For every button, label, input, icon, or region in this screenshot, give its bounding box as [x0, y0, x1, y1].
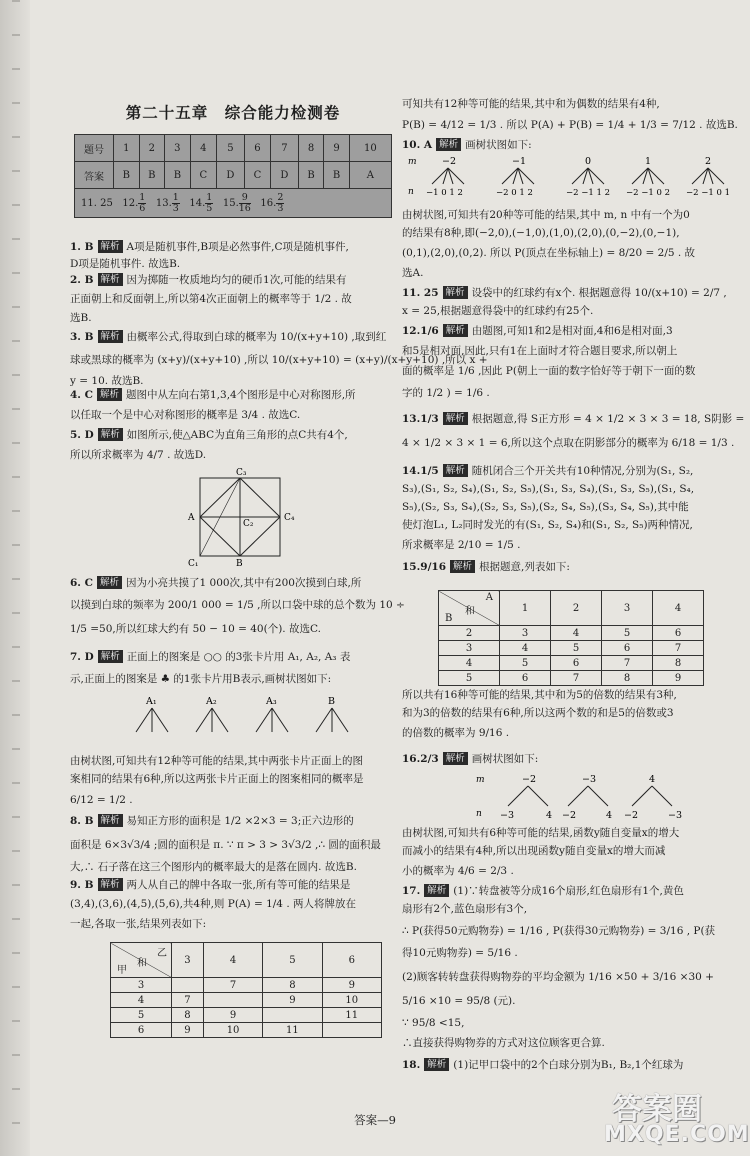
- tree-leaves: −2 −1 0 1: [686, 188, 730, 198]
- answer-line: 面的概率是 1/6 ,因此 P(朝上一面的数字恰好等于朝下一面的数: [402, 365, 696, 377]
- answer-line: 扇形有2个,蓝色扇形有3个,: [402, 903, 528, 915]
- table-cell: 3: [439, 641, 500, 656]
- table-cell: 9: [653, 671, 704, 686]
- table-cell: 2: [139, 135, 165, 162]
- analysis-tag: 解析: [443, 324, 468, 337]
- answer-line: 11. 25 解析 设袋中的红球约有x个. 根据题意得 10/(x+10) = 2/7 ,: [402, 287, 727, 299]
- answer-line: ∴ P(获得50元购物券) = 1/16 , P(获得30元购物券) = 3/16 , P(获: [402, 925, 716, 937]
- answer-line: S₅),(S₂, S₃, S₄),(S₂, S₃, S₅),(S₂, S₄, S₅),(S₃, S₄, S₅),其中能: [402, 501, 689, 513]
- table-cell: 9: [322, 978, 381, 993]
- table-corner: 乙 和 甲: [111, 943, 172, 978]
- table-cell: 4: [500, 641, 551, 656]
- answer-line: 17. 解析 (1)∵转盘被等分成16个扇形,红色扇形有1个,黄色: [402, 885, 684, 897]
- table-corner: A 和 B: [439, 591, 500, 626]
- tree-leaves: −2 −1 1 2: [566, 188, 610, 198]
- tree-node: −3: [582, 774, 597, 785]
- analysis-tag: 解析: [98, 878, 123, 891]
- table-cell: 6: [602, 641, 653, 656]
- table-cell: 5: [500, 656, 551, 671]
- analysis-tag: 解析: [443, 412, 468, 425]
- label-b: B: [236, 559, 243, 568]
- answer-line: 15.9/16 解析 根据题意,列表如下:: [402, 561, 570, 573]
- table-cell: 8: [172, 1008, 204, 1023]
- answer-line: 使灯泡L₁, L₂同时发光的有(S₁, S₂, S₄)和(S₁, S₂, S₅)两种情况,: [402, 519, 693, 531]
- answer-line: 和为3的倍数的结果有6种,所以这两个数的和是5的倍数或3: [402, 707, 674, 719]
- table-row: [111, 993, 382, 1008]
- answer-line: 选B.: [70, 312, 92, 324]
- table-cell: 3: [172, 943, 204, 978]
- tree-node: A₁: [146, 696, 157, 707]
- table-cell: 7: [602, 656, 653, 671]
- answer-line: P(B) = 4/12 = 1/3 . 所以 P(A) + P(B) = 1/4 + 1/3 = 7/12 . 故选B.: [402, 119, 738, 131]
- answer-line: 案相同的结果有6种,所以这两张卡片正面上的图案相同的概率是: [70, 773, 364, 785]
- table-cell: 5: [602, 626, 653, 641]
- table-cell: 9: [172, 1023, 204, 1038]
- answer-line: 由树状图,可知共有20种等可能的结果,其中 m, n 中有一个为0: [402, 209, 690, 221]
- table-cell: 5: [263, 943, 322, 978]
- answer-line: 以任取一个是中心对称图形的概率是 3/4 . 故选C.: [70, 409, 301, 421]
- analysis-tag: 解析: [450, 560, 475, 573]
- answer-line: 正面朝上和反面朝上,所以第4次正面朝上的概率等于 1/2 . 故: [70, 293, 352, 305]
- sum-table-q15: [438, 590, 704, 686]
- table-cell: 7: [271, 135, 299, 162]
- answer-line: 得10元购物券) = 5/16 .: [402, 947, 518, 959]
- fill-answers: 11. 25 12. $\frac{1}{6}$ 13. $\frac{1}{3}$ 14. $\frac{1}{5}$ 15. $\frac{9}{16}$ 16. $\frac{2}{3}$: [75, 189, 392, 218]
- tree-node: −2: [522, 774, 537, 785]
- table-cell: 10: [203, 1023, 262, 1038]
- table-cell: 4: [653, 591, 704, 626]
- table-row: [75, 135, 392, 162]
- answer-line: ∵ 95/8 <15,: [402, 1017, 465, 1029]
- table-cell: 1: [114, 135, 140, 162]
- table-cell: 6: [322, 943, 381, 978]
- answer-line: 1. B 解析 A项是随机事件,B项是必然事件,C项是随机事件,: [70, 241, 349, 253]
- analysis-tag: 解析: [98, 240, 123, 253]
- answer-line: 所求概率是 2/10 = 1/5 .: [402, 539, 521, 551]
- analysis-tag: 解析: [443, 752, 468, 765]
- tree-leaf: −2: [562, 810, 577, 821]
- answer-line: 8. B 解析 易知正方形的面积是 1/2 ×2×3 = 3;正六边形的: [70, 815, 354, 827]
- answer-line: 14.1/5 解析 随机闭合三个开关共有10种情况,分别为(S₁, S₂,: [402, 465, 694, 477]
- label-a: A: [188, 513, 195, 523]
- table-cell: 10: [322, 993, 381, 1008]
- table-cell: 9: [263, 993, 322, 1008]
- tree-label-n: n: [408, 187, 414, 197]
- tree-label-m: m: [408, 157, 417, 167]
- analysis-tag: 解析: [97, 576, 122, 589]
- table-cell: 10: [349, 135, 391, 162]
- answer-line: 一起,各取一张,结果列表如下:: [70, 918, 207, 930]
- table-cell: 9: [324, 135, 350, 162]
- table-cell: C: [244, 162, 270, 189]
- table-cell: A: [349, 162, 391, 189]
- analysis-tag: 解析: [443, 286, 468, 299]
- answer-line: S₃),(S₁, S₂, S₄),(S₁, S₂, S₅),(S₁, S₃, S₄),(S₁, S₃, S₅),(S₁, S₄,: [402, 483, 695, 495]
- answer-line: 示,正面上的图案是 ♣ 的1张卡片用B表示,画树状图如下:: [70, 673, 332, 685]
- table-cell: 8: [263, 978, 322, 993]
- answer-line: 的结果有8种,即(−2,0),(−1,0),(1,0),(2,0),(0,−2),(0,−1),: [402, 227, 680, 239]
- answer-line: D项是随机事件. 故选B.: [70, 258, 181, 270]
- answer-line: 6. C 解析 因为小亮共摸了1 000次,其中有200次摸到白球,所: [70, 577, 362, 589]
- tree-node: −2: [442, 156, 457, 167]
- table-row: [111, 1008, 382, 1023]
- table-cell: 4: [203, 943, 262, 978]
- tree-leaf: 4: [546, 810, 553, 821]
- label-c3: C₃: [236, 468, 247, 478]
- tree-diagram-q7: [130, 692, 390, 752]
- table-cell: 3: [500, 626, 551, 641]
- answer-line: 由树状图,可知共有12种等可能的结果,其中两张卡片正面上的图: [70, 755, 364, 767]
- table-cell: 答案: [75, 162, 114, 189]
- grid-triangle-figure: [178, 466, 308, 568]
- table-cell: 4: [551, 626, 602, 641]
- analysis-tag: 解析: [98, 330, 123, 343]
- answer-line: 4 × 1/2 × 3 × 1 = 6,所以这个点取在阴影部分的概率为 6/18 = 1/3 .: [402, 437, 735, 449]
- answer-line: x = 25,根据题意得袋中的红球约有25个.: [402, 305, 594, 317]
- answer-line: 以摸到白球的频率为 200/1 000 = 1/5 ,所以口袋中球的总个数为 10 ÷: [70, 599, 405, 611]
- tree-node: B: [328, 696, 335, 707]
- chapter-title: 第二十五章 综合能力检测卷: [125, 103, 341, 122]
- table-cell: 8: [653, 656, 704, 671]
- analysis-tag: 解析: [98, 814, 123, 827]
- tree-leaf: −2: [624, 810, 639, 821]
- answer-line: 7. D 解析 正面上的图案是 ○○ 的3张卡片用 A₁, A₂, A₃ 表: [70, 651, 351, 663]
- table-cell: 题号: [75, 135, 114, 162]
- tree-leaf: −3: [500, 810, 515, 821]
- table-cell: 2: [439, 626, 500, 641]
- table-row: [75, 189, 392, 218]
- answer-line: 所以所求概率为 4/7 . 故选D.: [70, 449, 207, 461]
- answer-line: 9. B 解析 两人从自己的牌中各取一张,所有等可能的结果是: [70, 879, 351, 891]
- answer-line: 12.1/6 解析 由题图,可知1和2是相对面,4和6是相对面,3: [402, 325, 673, 337]
- tree-leaf: −3: [668, 810, 683, 821]
- tree-node: 0: [585, 156, 592, 167]
- answer-line: 和5是相对面,因此,只有1在上面时才符合题目要求,所以朝上: [402, 345, 678, 357]
- binding-holes: [12, 0, 20, 1156]
- table-cell: C: [190, 162, 216, 189]
- answer-line: 4. C 解析 题图中从左向右第1,3,4个图形是中心对称图形,所: [70, 389, 356, 401]
- label-c4: C₄: [284, 513, 295, 523]
- answer-line: 大,∴ 石子落在这三个图形内的概率最大的是落在圆内. 故选B.: [70, 861, 357, 873]
- table-cell: 5: [439, 671, 500, 686]
- table-cell: 6: [500, 671, 551, 686]
- answer-line: 5/16 ×10 = 95/8 (元).: [402, 995, 516, 1007]
- table-cell: 7: [203, 978, 262, 993]
- table-cell: 3: [602, 591, 653, 626]
- answer-line: 而减小的结果有4种,所以出现函数y随自变量x的增大而减: [402, 845, 666, 857]
- answer-line: 10. A 解析 画树状图如下:: [402, 139, 532, 151]
- table-cell: 1: [500, 591, 551, 626]
- tree-node: A₃: [266, 696, 277, 707]
- table-cell: 5: [217, 135, 245, 162]
- table-cell: 8: [298, 135, 324, 162]
- table-cell: 6: [111, 1023, 172, 1038]
- table-cell: 7: [172, 993, 204, 1008]
- analysis-tag: 解析: [98, 428, 123, 441]
- table-cell: [203, 993, 262, 1008]
- table-cell: 11: [322, 1008, 381, 1023]
- answer-line: (2)顾客转转盘获得购物券的平均金额为 1/16 ×50 + 3/16 ×30 +: [402, 971, 714, 983]
- tree-node: 4: [649, 774, 656, 785]
- table-row: [439, 641, 704, 656]
- table-cell: B: [298, 162, 324, 189]
- answer-line: (3,4),(3,6),(4,5),(5,6),共4种,则 P(A) = 1/4 . 两人将牌放在: [70, 898, 356, 910]
- table-cell: B: [324, 162, 350, 189]
- answer-line: 由树状图,可知共有6种等可能的结果,函数y随自变量x的增大: [402, 827, 680, 839]
- answer-table: [74, 134, 392, 218]
- answer-line: 5. D 解析 如图所示,使△ABC为直角三角形的点C共有4个,: [70, 429, 348, 441]
- answer-line: 可知共有12种等可能的结果,其中和为偶数的结果有4种,: [402, 98, 660, 110]
- tree-leaves: −2 0 1 2: [496, 188, 533, 198]
- answer-line: 2. B 解析 因为掷随一枚质地均匀的硬币1次,可能的结果有: [70, 274, 347, 286]
- answer-line: 16.2/3 解析 画树状图如下:: [402, 753, 539, 765]
- answer-line: 13.1/3 解析 根据题意,得 S正方形 = 4 × 1/2 × 3 × 3 = 18, S阴影 =: [402, 413, 745, 425]
- tree-node: A₂: [206, 696, 217, 707]
- table-cell: [172, 978, 204, 993]
- answer-line: (0,1),(2,0),(0,2). 所以 P(顶点在坐标轴上) = 8/20 = 2/5 . 故: [402, 247, 696, 259]
- tree-leaves: −1 0 1 2: [426, 188, 463, 198]
- tree-label-n: n: [476, 809, 482, 819]
- table-cell: 8: [602, 671, 653, 686]
- table-cell: 6: [551, 656, 602, 671]
- table-cell: 5: [111, 1008, 172, 1023]
- table-cell: B: [114, 162, 140, 189]
- table-cell: B: [165, 162, 191, 189]
- answer-line: 选A.: [402, 267, 424, 279]
- table-cell: 4: [190, 135, 216, 162]
- sum-table-q9: [110, 942, 382, 1038]
- answer-line: 所以共有16种等可能的结果,其中和为5的倍数的结果有3种,: [402, 689, 677, 701]
- label-c2: C₂: [243, 519, 254, 529]
- analysis-tag: 解析: [98, 650, 123, 663]
- label-c1: C₁: [188, 559, 199, 568]
- answer-line: 1/5 =50,所以红球大约有 50 − 10 = 40(个). 故选C.: [70, 623, 321, 635]
- table-cell: 6: [653, 626, 704, 641]
- analysis-tag: 解析: [424, 884, 449, 897]
- answer-line: 字的 1/2 ) = 1/6 .: [402, 387, 490, 399]
- answer-line: 3. B 解析 由概率公式,得取到白球的概率为 10/(x+y+10) ,取到红: [70, 331, 387, 343]
- table-row: [439, 671, 704, 686]
- answer-line: ∴直接获得购物券的方式对这位顾客更合算.: [402, 1037, 605, 1049]
- tree-leaves: −2 −1 0 2: [626, 188, 670, 198]
- answer-line: 18. 解析 (1)记甲口袋中的2个白球分别为B₁, B₂,1个红球为: [402, 1059, 684, 1071]
- tree-diagram-q16: [402, 772, 740, 822]
- table-row: [111, 978, 382, 993]
- analysis-tag: 解析: [98, 273, 123, 286]
- page-footer: 答案—9: [354, 1113, 396, 1127]
- tree-node: 2: [705, 156, 712, 167]
- tree-label-m: m: [476, 775, 485, 785]
- table-row: [111, 1023, 382, 1038]
- table-cell: 3: [111, 978, 172, 993]
- table-cell: 4: [111, 993, 172, 1008]
- table-cell: D: [217, 162, 245, 189]
- table-cell: 5: [551, 641, 602, 656]
- table-cell: [322, 1023, 381, 1038]
- table-row: [439, 626, 704, 641]
- table-cell: [263, 1008, 322, 1023]
- table-cell: 11: [263, 1023, 322, 1038]
- answer-line: 面积是 6×3√3/4 ;圆的面积是 π. ∵ π > 3 > 3√3/2 ,∴ 圆的面积最: [70, 839, 381, 851]
- table-row: [111, 943, 382, 978]
- table-cell: D: [271, 162, 299, 189]
- table-cell: 7: [551, 671, 602, 686]
- answer-line: 6/12 = 1/2 .: [70, 794, 133, 806]
- answer-line: 球或黑球的概率为 (x+y)/(x+y+10) ,所以 10/(x+y+10) = (x+y)/(x+y+10) ,所以 x +: [70, 354, 488, 366]
- table-cell: 9: [203, 1008, 262, 1023]
- table-cell: 2: [551, 591, 602, 626]
- table-cell: 7: [653, 641, 704, 656]
- table-row: [439, 656, 704, 671]
- tree-leaf: 4: [606, 810, 613, 821]
- analysis-tag: 解析: [443, 464, 468, 477]
- analysis-tag: 解析: [97, 388, 122, 401]
- analysis-tag: 解析: [436, 138, 461, 151]
- tree-node: −1: [512, 156, 527, 167]
- table-row: [75, 162, 392, 189]
- answer-line: 的倍数的概率为 9/16 .: [402, 727, 510, 739]
- analysis-tag: 解析: [424, 1058, 449, 1071]
- answer-line: y = 10. 故选B.: [70, 375, 144, 387]
- table-cell: B: [139, 162, 165, 189]
- watermark-logo: 答案圈: [612, 1092, 702, 1127]
- table-cell: 6: [244, 135, 270, 162]
- tree-node: 1: [645, 156, 652, 167]
- table-row: [439, 591, 704, 626]
- tree-diagram-q10: [402, 154, 740, 200]
- watermark-url: MXQE.COM: [604, 1122, 750, 1147]
- answer-line: 小的概率为 4/6 = 2/3 .: [402, 865, 514, 877]
- table-cell: 3: [165, 135, 191, 162]
- table-cell: 4: [439, 656, 500, 671]
